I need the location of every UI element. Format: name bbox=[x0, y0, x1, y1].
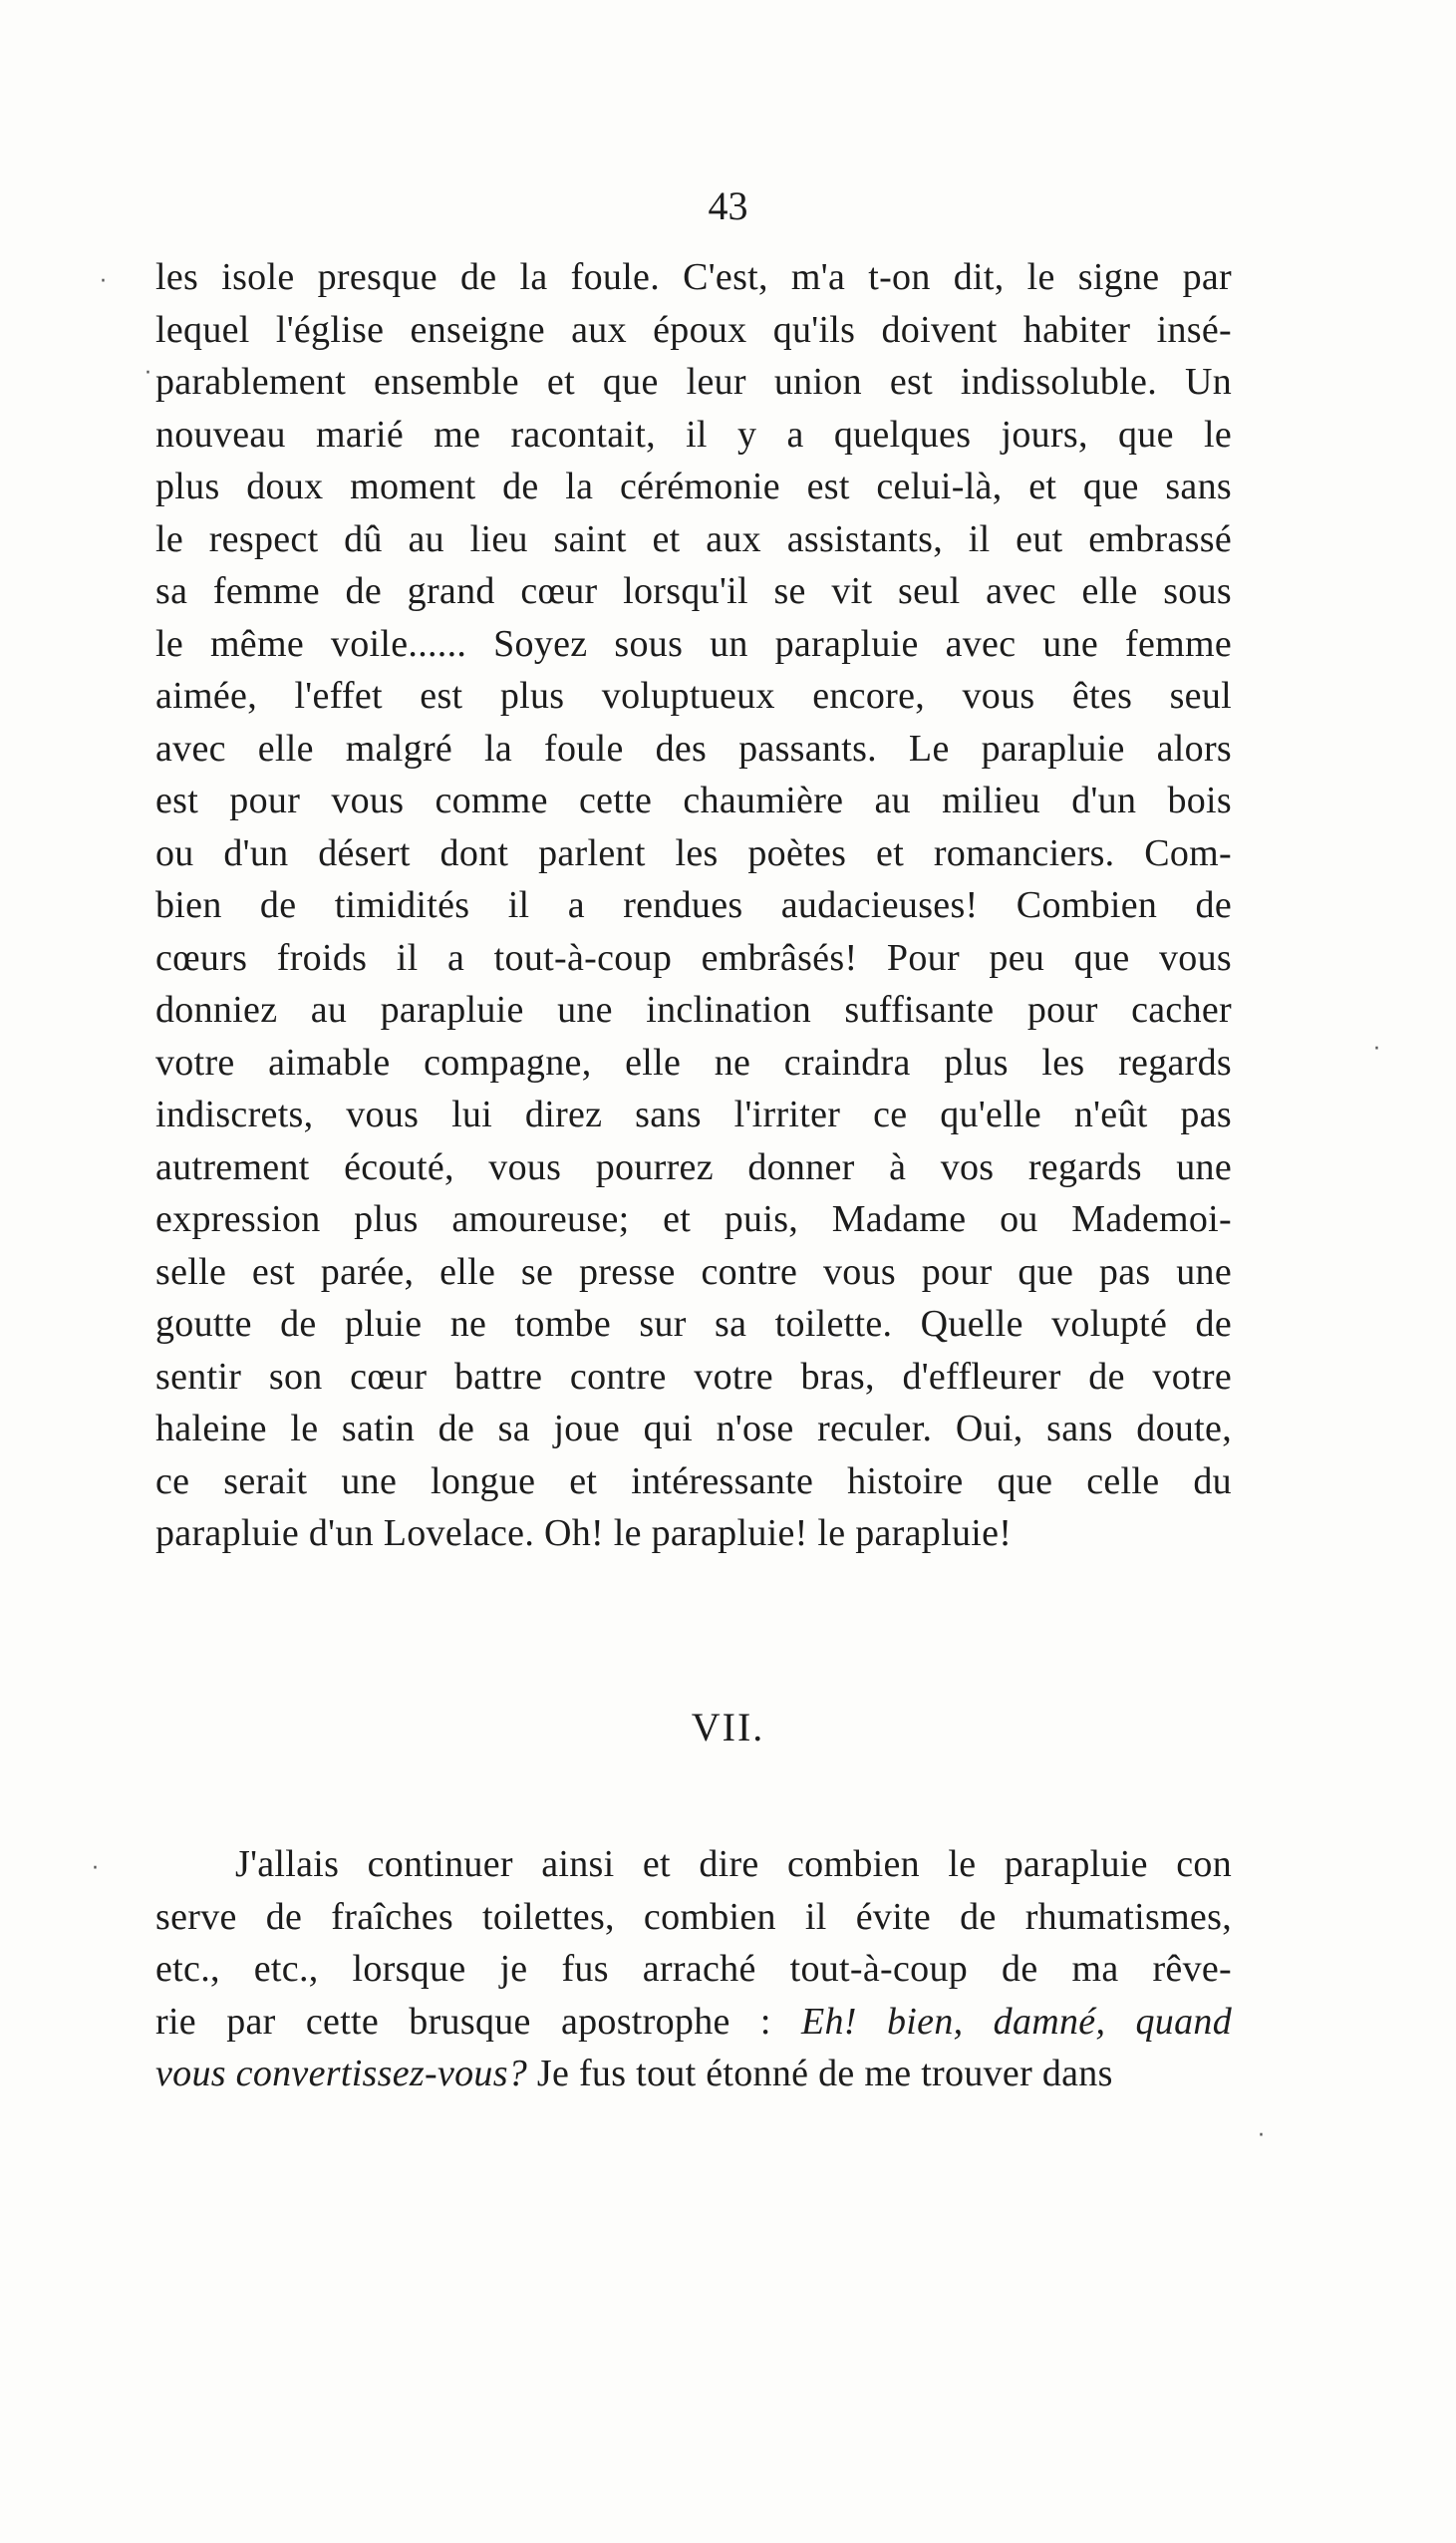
text-line: cœurs froids il a tout-à-coup embrâsés! Pour peu que vous bbox=[155, 936, 1232, 979]
text-line: aimée, l'effet est plus voluptueux encore, vous êtes seul bbox=[155, 675, 1232, 717]
text-line: goutte de pluie ne tombe sur sa toilette. Quelle volupté de bbox=[155, 1303, 1232, 1345]
scan-speck: · bbox=[145, 361, 151, 386]
text-run: Je fus tout étonné de me trouver dans bbox=[527, 2053, 1113, 2094]
section-heading: VII. bbox=[691, 1705, 765, 1749]
text-line: les isole presque de la foule. C'est, m'a t-on dit, le signe par bbox=[155, 256, 1232, 298]
scan-speck: · bbox=[1373, 1037, 1380, 1062]
text-line: lequel l'église enseigne aux époux qu'ils doivent habiter insé- bbox=[155, 308, 1232, 351]
text-line: serve de fraîches toilettes, combien il évite de rhumatismes, bbox=[155, 1895, 1232, 1938]
text-line: est pour vous comme cette chaumière au milieu d'un bois bbox=[155, 780, 1232, 821]
text-line bbox=[155, 1996, 1232, 2049]
paragraph-section-vii bbox=[155, 1838, 1232, 2100]
text-line: expression plus amoureuse; et puis, Madame ou Mademoi- bbox=[155, 1198, 1232, 1240]
scan-speck: · bbox=[1258, 2123, 1265, 2148]
text-line: parapluie d'un Lovelace. Oh! le parapluie! le parapluie! bbox=[155, 1512, 1013, 1554]
scan-speck: · bbox=[92, 1856, 99, 1881]
text-line: J'allais continuer ainsi et dire combien le parapluie con bbox=[235, 1843, 1232, 1885]
text-line: etc., etc., lorsque je fus arraché tout-à-coup de ma rêve- bbox=[155, 1948, 1232, 1990]
text-line: selle est parée, elle se presse contre vous pour que pas une bbox=[155, 1250, 1232, 1293]
text-line: nouveau marié me racontait, il y a quelques jours, que le bbox=[155, 413, 1232, 456]
text-line: votre aimable compagne, elle ne craindra plus les regards bbox=[155, 1041, 1232, 1084]
text-line: donniez au parapluie une inclination suffisante pour cacher bbox=[155, 989, 1232, 1031]
text-line: ce serait une longue et intéressante histoire que celle du bbox=[155, 1459, 1232, 1502]
text-line bbox=[155, 2048, 1232, 2100]
scan-speck: · bbox=[100, 269, 107, 294]
text-line: sa femme de grand cœur lorsqu'il se vit seul avec elle sous bbox=[155, 570, 1232, 612]
text-line: bien de timidités il a rendues audacieuses! Combien de bbox=[155, 884, 1232, 926]
text-line: autrement écouté, vous pourrez donner à vos regards une bbox=[155, 1145, 1232, 1188]
text-line: plus doux moment de la cérémonie est celui-là, et que sans bbox=[155, 466, 1232, 507]
italic-quote: vous convertissez-vous? bbox=[155, 2053, 528, 2094]
paragraph-continued bbox=[155, 251, 1232, 1560]
text-line: avec elle malgré la foule des passants. Le parapluie alors bbox=[155, 727, 1232, 770]
text-line: indiscrets, vous lui direz sans l'irriter ce qu'elle n'eût pas bbox=[155, 1094, 1232, 1135]
page-number: 43 bbox=[708, 183, 748, 228]
text-line: ou d'un désert dont parlent les poètes et romanciers. Com- bbox=[155, 831, 1232, 874]
text-line: haleine le satin de sa joue qui n'ose reculer. Oui, sans doute, bbox=[155, 1408, 1232, 1449]
text-line: le respect dû au lieu saint et aux assistants, il eut embrassé bbox=[155, 517, 1232, 560]
italic-quote: Eh! bien, damné, quand bbox=[801, 2000, 1232, 2043]
text-line: parablement ensemble et que leur union est indissoluble. Un bbox=[155, 361, 1232, 403]
text-line: sentir son cœur battre contre votre bras, d'effleurer de votre bbox=[155, 1355, 1232, 1398]
text-run: rie par cette brusque apostrophe : bbox=[155, 2000, 801, 2043]
text-line: le même voile...... Soyez sous un parapluie avec une femme bbox=[155, 622, 1232, 665]
